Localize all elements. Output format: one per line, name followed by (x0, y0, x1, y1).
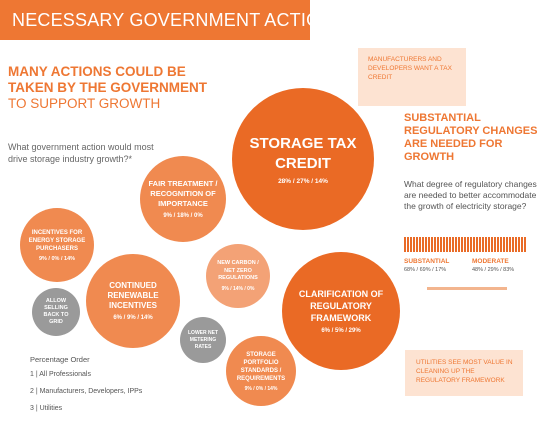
bubble-label: STORAGE PORTFOLIO STANDARDS / REQUIREMENTS (236, 351, 286, 382)
callout-text: UTILITIES SEE MOST VALUE IN CLEANING UP THE REGULATORY FRAMEWORK (416, 359, 513, 384)
order-item: 3 | Utilities (30, 405, 63, 412)
bubble-label: FAIR TREATMENT / RECOGNITION OF IMPORTANCE (148, 179, 218, 208)
bubble-regulatory-framework (282, 252, 400, 370)
bubble-percentages: 9% / 18% / 0% (163, 213, 203, 219)
bubble-portfolio-standards (226, 336, 296, 406)
headline-bold: MANY ACTIONS COULD BE TAKEN BY THE GOVERNMENT (8, 64, 208, 95)
bubble-carbon-regulations (206, 244, 270, 308)
order-item: 1 | All Professionals (30, 371, 91, 378)
survey-question: What government action would most drive storage industry growth?* (8, 142, 154, 164)
bubble-incentives-purchasers (20, 208, 94, 282)
bubble-percentages: 9% / 0% / 14% (244, 385, 278, 392)
callout-text: MANUFACTURERS AND DEVELOPERS WANT A TAX CREDIT (368, 56, 452, 81)
regulatory-heading: SUBSTANTIAL REGULATORY CHANGES ARE NEEDED FOR GROWTH (404, 112, 538, 163)
order-item: 2 | Manufacturers, Developers, IPPs (30, 388, 143, 395)
regulatory-question: What degree of regulatory changes are needed to better accommodate the growth of electricity storage? (404, 179, 537, 211)
bubble-percentages: 9% / 0% / 14% (38, 255, 76, 262)
bubble-label: NEW CARBON / NET ZERO REGULATIONS (217, 260, 259, 282)
bubble-label: STORAGE TAX CREDIT (249, 134, 357, 172)
bubble-fair-treatment (140, 156, 226, 242)
bubble-percentages: 6% / 9% / 14% (113, 315, 153, 321)
bubble-label: LOWER NET METERING RATES (188, 329, 218, 350)
divider (427, 287, 507, 290)
bubble-percentages: 6% / 5% / 29% (321, 328, 361, 334)
bubble-renewable-incentives (86, 254, 180, 348)
callout-tax-credit (358, 48, 466, 106)
bubble-label: INCENTIVES FOR ENERGY STORAGE PURCHASERS (28, 229, 86, 252)
moderate-label: MODERATE (472, 258, 509, 265)
bubble-net-metering (180, 317, 226, 363)
bubble-storage-tax-credit (232, 88, 374, 230)
bubble-percentages: 28% / 27% / 14% (278, 177, 328, 185)
banner-title: NECESSARY GOVERNMENT ACTIONS (12, 10, 346, 30)
headline-light: TO SUPPORT GROWTH (8, 96, 161, 111)
moderate-values: 48% / 29% / 83% (472, 267, 515, 273)
headline (8, 64, 228, 112)
bubble-sell-back-grid (32, 288, 80, 336)
substantial-values: 68% / 69% / 17% (404, 267, 447, 273)
bubble-label: ALLOW SELLING BACK TO GRID (43, 298, 69, 325)
percentage-order-title: Percentage Order (30, 355, 90, 364)
response-bar-graphic (404, 237, 526, 252)
callout-utilities (405, 350, 523, 396)
bubble-percentages: 9% / 14% / 0% (221, 285, 255, 292)
bubble-label: CLARIFICATION OF REGULATORY FRAMEWORK (298, 289, 384, 323)
substantial-label: SUBSTANTIAL (404, 258, 450, 265)
bubble-label: CONTINUED RENEWABLE INCENTIVES (107, 281, 159, 310)
